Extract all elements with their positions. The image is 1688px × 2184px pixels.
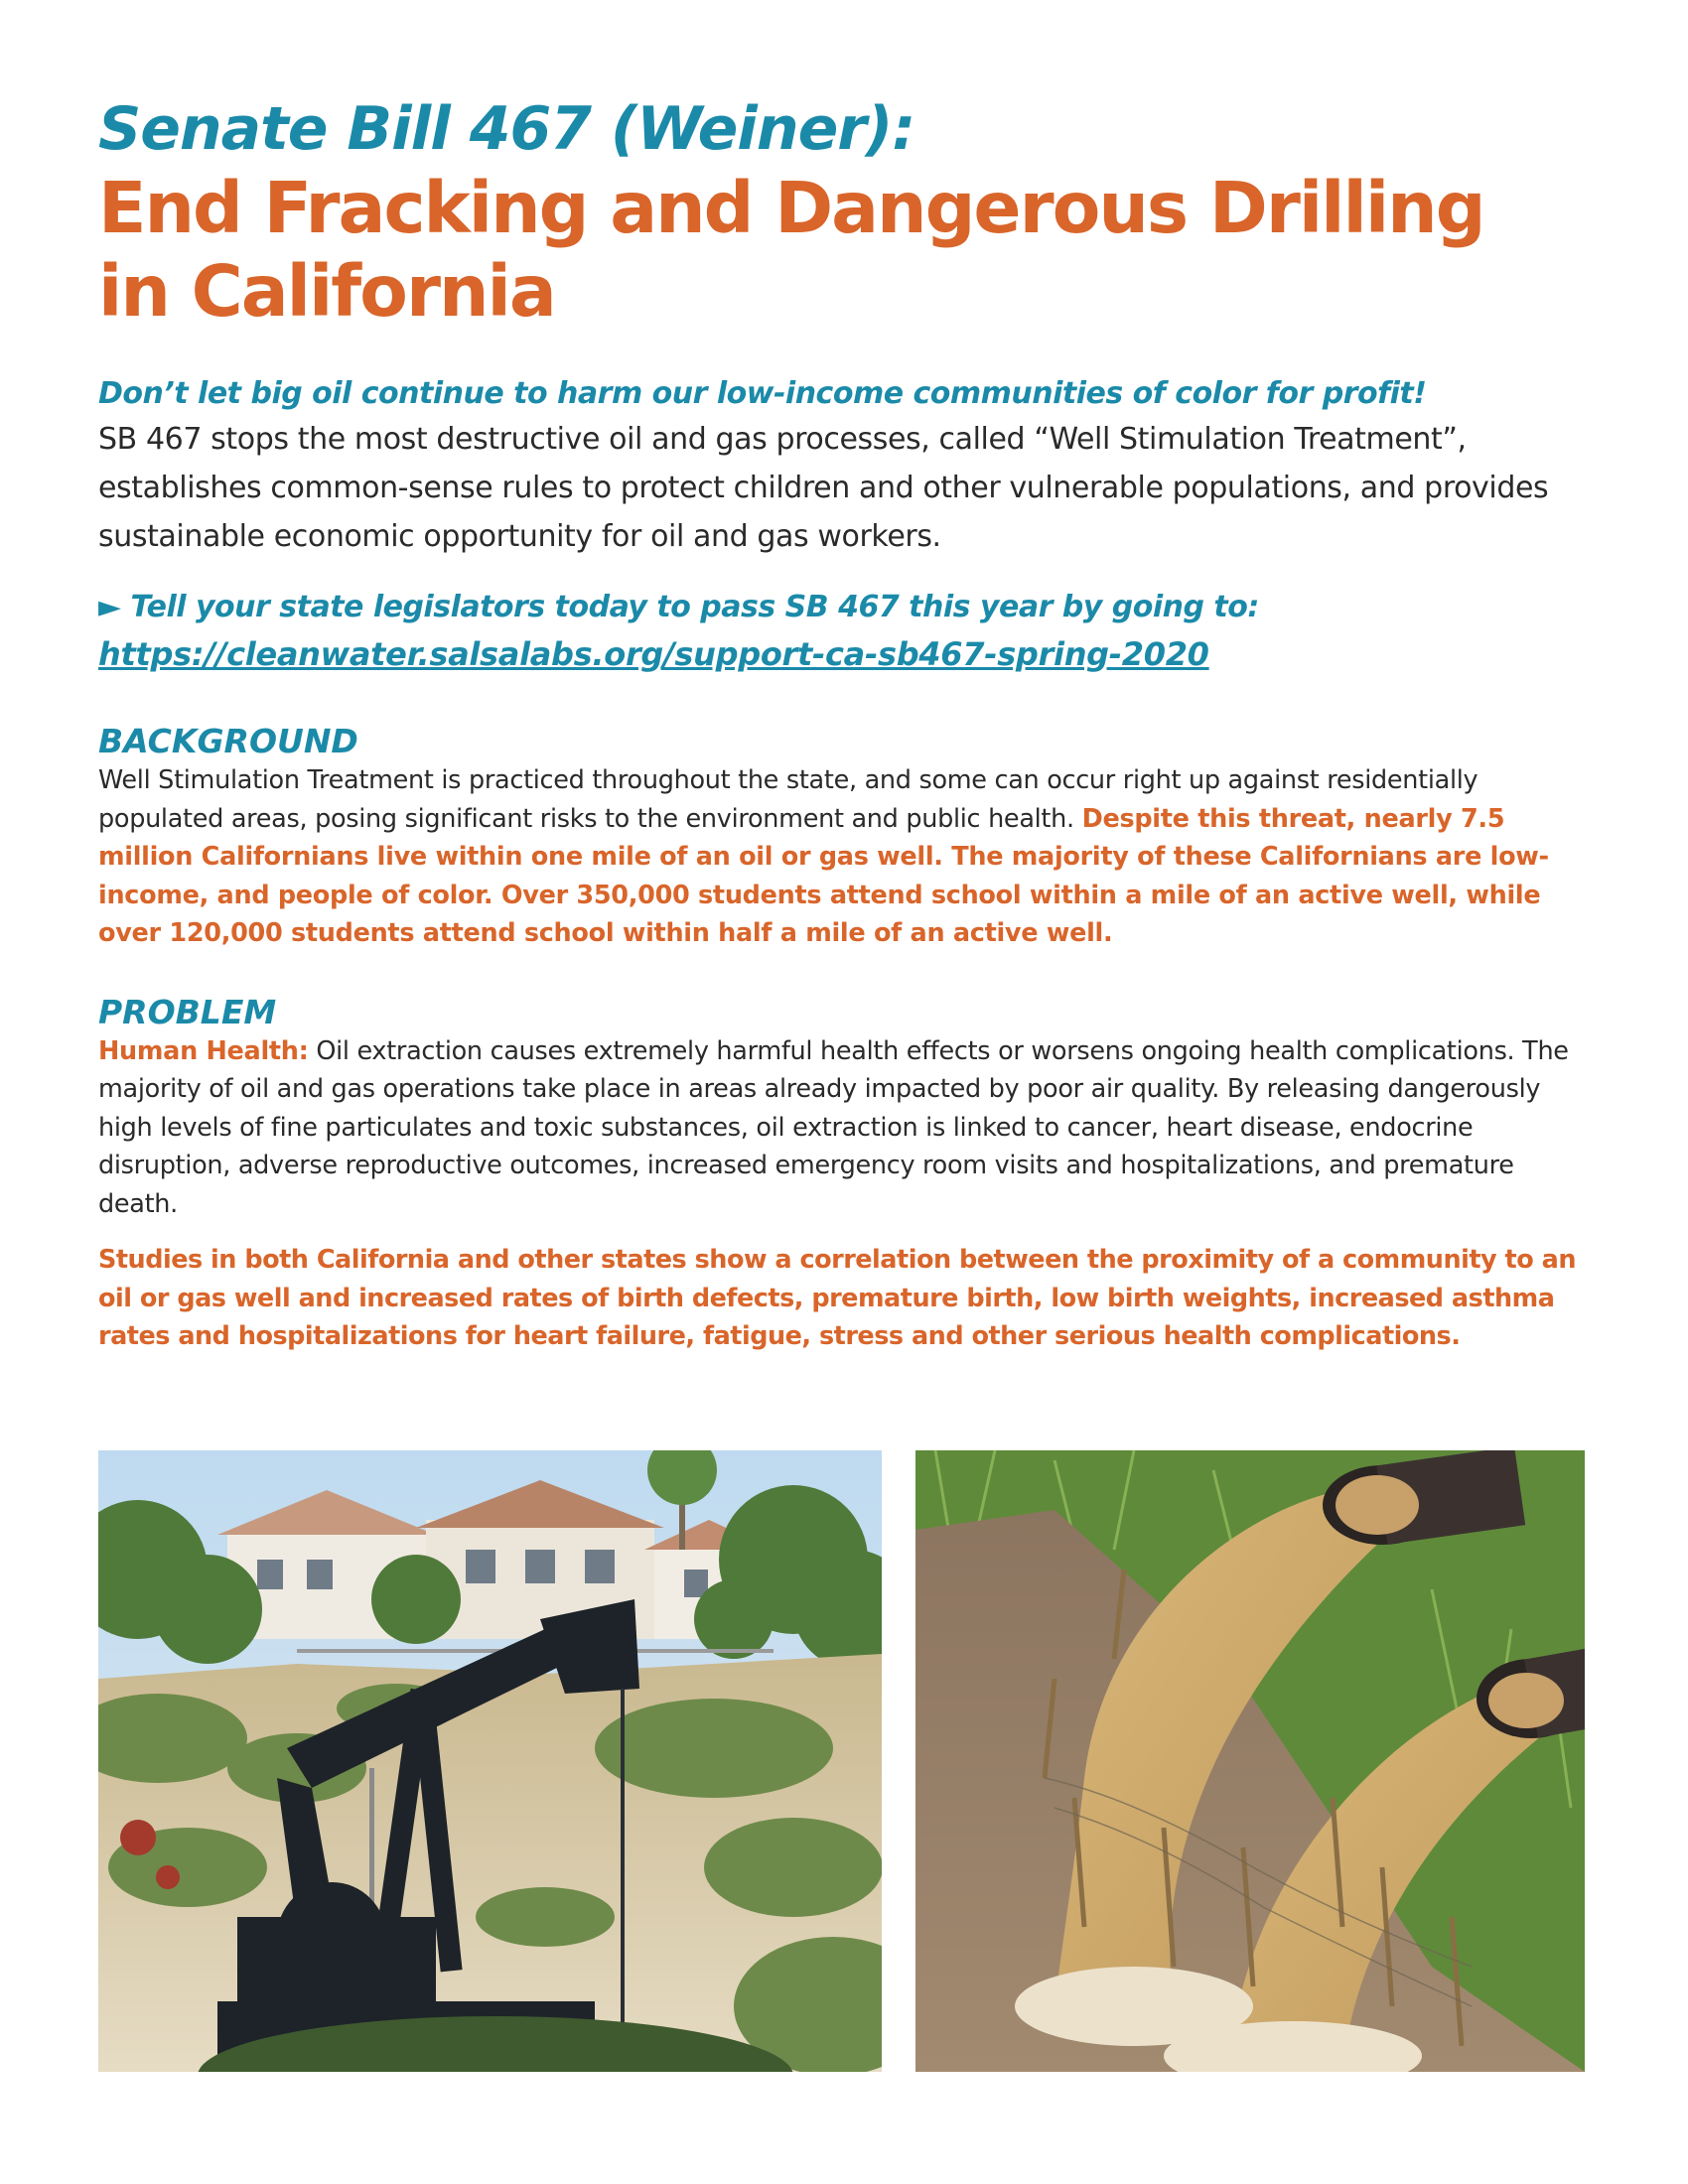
human-health-text: Oil extraction causes extremely harmful health effects or worsens ongoing health complications. The majority of oil and gas operations take place in areas already impacted by poor air quality. By releasing dangerously high levels of fine particulates and toxic substances, oil extraction is linked to cancer, heart disease, endocrine disruption, adverse reproductive outcomes, increased emergency room visits and hospitalizations, and premature death. — [98, 1035, 1569, 1219]
flyer — [98, 91, 1588, 1356]
discharge-illustration — [915, 1450, 1585, 2072]
pumpjack-illustration — [98, 1450, 882, 2072]
background-text — [98, 761, 1588, 953]
tagline: Don’t let big oil continue to harm our low-income communities of color for profit! — [98, 376, 1427, 411]
intro-text: SB 467 stops the most destructive oil and gas processes, called “Well Stimulation Treatment”, establishes common-sense rules to protect children and other vulnerable populations, and provides sustainable economic opportunity for oil and gas workers. — [98, 422, 1549, 554]
discharge-pipes-photo — [915, 1450, 1585, 2072]
arrow-icon: ► — [98, 590, 121, 624]
human-health-label: Human Health: — [98, 1035, 309, 1066]
page-title — [98, 167, 1588, 334]
problem-heading: PROBLEM — [98, 992, 277, 1031]
title-line-2: in California — [98, 250, 555, 333]
background-highlight: Despite this threat, nearly 7.5 million Californians live within one mile of an oil or gas well. The majority of these Californians are low-income, and people of color. Over 350,000 students attend school within a mile of an active well, while over 120,000 students attend school within half a mile of an active well. — [98, 803, 1549, 948]
studies-highlight: Studies in both California and other states show a correlation between the proximity of a community to an oil or gas well and increased rates of birth defects, premature birth, low birth weights, increased asthma rates and hospitalizations for heart failure, fatigue, stress and other serious health complications. — [98, 1245, 1576, 1351]
title-line-1: End Fracking and Dangerous Drilling — [98, 167, 1484, 249]
pumpjack-photo — [98, 1450, 882, 2072]
call-to-action — [98, 585, 1588, 678]
background-plain: Well Stimulation Treatment is practiced throughout the state, and some can occur right up against residentially populated areas, posing significant risks to the environment and public health. — [98, 765, 1478, 834]
bill-subtitle: Senate Bill 467 (Weiner): — [98, 94, 915, 164]
petition-link[interactable]: https://cleanwater.salsalabs.org/support-ca-sb467-spring-2020 — [98, 635, 1209, 673]
background-heading: BACKGROUND — [98, 722, 358, 760]
problem-text — [98, 1032, 1588, 1224]
cta-text: Tell your state legislators today to pass SB 467 this year by going to: — [130, 590, 1259, 624]
